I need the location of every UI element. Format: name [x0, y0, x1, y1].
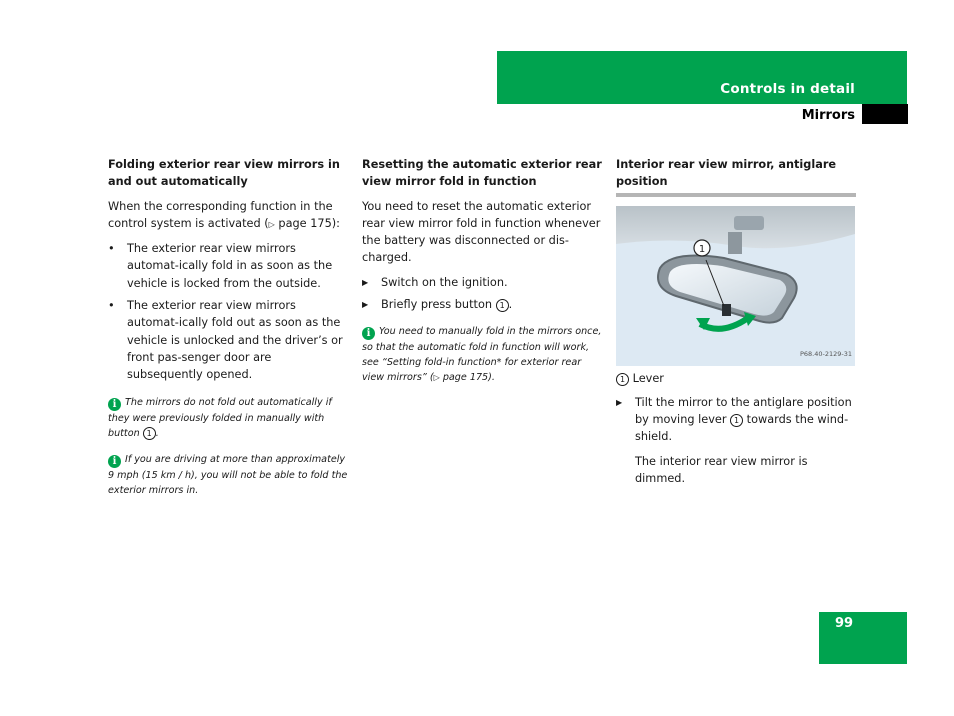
step-text: Switch on the ignition.	[381, 275, 508, 289]
info-icon: i	[362, 327, 375, 340]
note-text: The mirrors do not fold out automatically if they were previously folded in manually with button	[108, 396, 332, 439]
mirror-illustration	[616, 206, 855, 366]
step-text: Tilt the mirror to the antiglare position by moving lever	[635, 395, 852, 427]
page-ref-arrow-icon: ▷	[433, 373, 440, 383]
subsection-title: Mirrors	[801, 108, 855, 123]
col3-steps	[616, 394, 856, 446]
col2-note	[362, 324, 602, 385]
col2-heading: Resetting the automatic exterior rear view mirror fold in function	[362, 158, 602, 189]
column-interior-mirror	[616, 156, 856, 494]
info-icon: i	[108, 398, 121, 411]
list-item	[108, 297, 348, 383]
col3-heading: Interior rear view mirror, antiglare position	[616, 158, 837, 189]
col1-heading: Folding exterior rear view mirrors in and out automatically	[108, 158, 340, 189]
step-text-end: .	[508, 298, 513, 312]
interior-mirror-figure	[616, 206, 855, 366]
col1-intro-page[interactable]: page 175):	[274, 216, 340, 230]
header-black-tab	[862, 104, 908, 124]
list-item-text: The exterior rear view mirrors automat-ically fold in as soon as the vehicle is locked from the outside.	[127, 242, 333, 290]
bullet-marker: •	[108, 242, 115, 256]
page-number: 99	[835, 616, 854, 631]
step-arrow-icon: ▶	[616, 397, 623, 407]
callout-number: 1	[143, 427, 156, 440]
col1-note-2	[108, 452, 348, 498]
callout-number: 1	[730, 414, 743, 427]
step-item	[362, 274, 602, 291]
page-ref-arrow-icon: ▷	[268, 219, 275, 229]
step-item	[362, 296, 602, 313]
result-text: The interior rear view mirror is dimmed.	[635, 454, 808, 486]
step-text: Briefly press button	[381, 298, 496, 312]
heading-rule	[616, 193, 856, 197]
col2-intro: You need to reset the automatic exterior rear view mirror fold in function whenever the battery was disconnected or dis-charged.	[362, 199, 601, 265]
info-icon: i	[108, 455, 121, 468]
note-page-ref[interactable]: page 175).	[439, 372, 495, 384]
column-reset-fold-in	[362, 156, 602, 393]
step-arrow-icon: ▶	[362, 277, 369, 287]
note-text: You need to manually fold in the mirrors once, so that the automatic fold in function will work, see “Setting fold-in function* for exterior rear view mirrors” (	[362, 326, 602, 384]
col1-intro-text: When the corresponding function in the control system is activated (	[108, 199, 333, 230]
callout-number: 1	[616, 373, 629, 386]
step-text-end: towards the wind-shield.	[635, 413, 849, 444]
col2-steps	[362, 274, 602, 314]
figure-code: P68.40-2129-31	[799, 350, 852, 359]
list-item-text: The exterior rear view mirrors automat-ically fold out as soon as the vehicle is unlocked and the driver’s or front pas-senger door are subsequently opened.	[127, 299, 343, 382]
figure-legend	[616, 370, 856, 387]
list-item	[108, 240, 348, 292]
col1-bullet-list	[108, 240, 348, 383]
legend-label: Lever	[632, 371, 664, 385]
col1-intro	[108, 198, 348, 234]
col1-note-1	[108, 395, 348, 441]
section-title: Controls in detail	[720, 81, 855, 97]
column-folding-exterior-mirrors	[108, 156, 348, 506]
step-arrow-icon: ▶	[362, 300, 369, 310]
callout-number: 1	[496, 299, 509, 312]
page-number-box	[819, 612, 907, 664]
bullet-marker: •	[108, 299, 115, 313]
note-text: If you are driving at more than approximately 9 mph (15 km / h), you will not be able to fold the exterior mirrors in.	[108, 453, 348, 496]
figure-callout: 1	[698, 243, 706, 255]
step-item	[616, 394, 856, 446]
note-text-end: .	[155, 427, 159, 439]
